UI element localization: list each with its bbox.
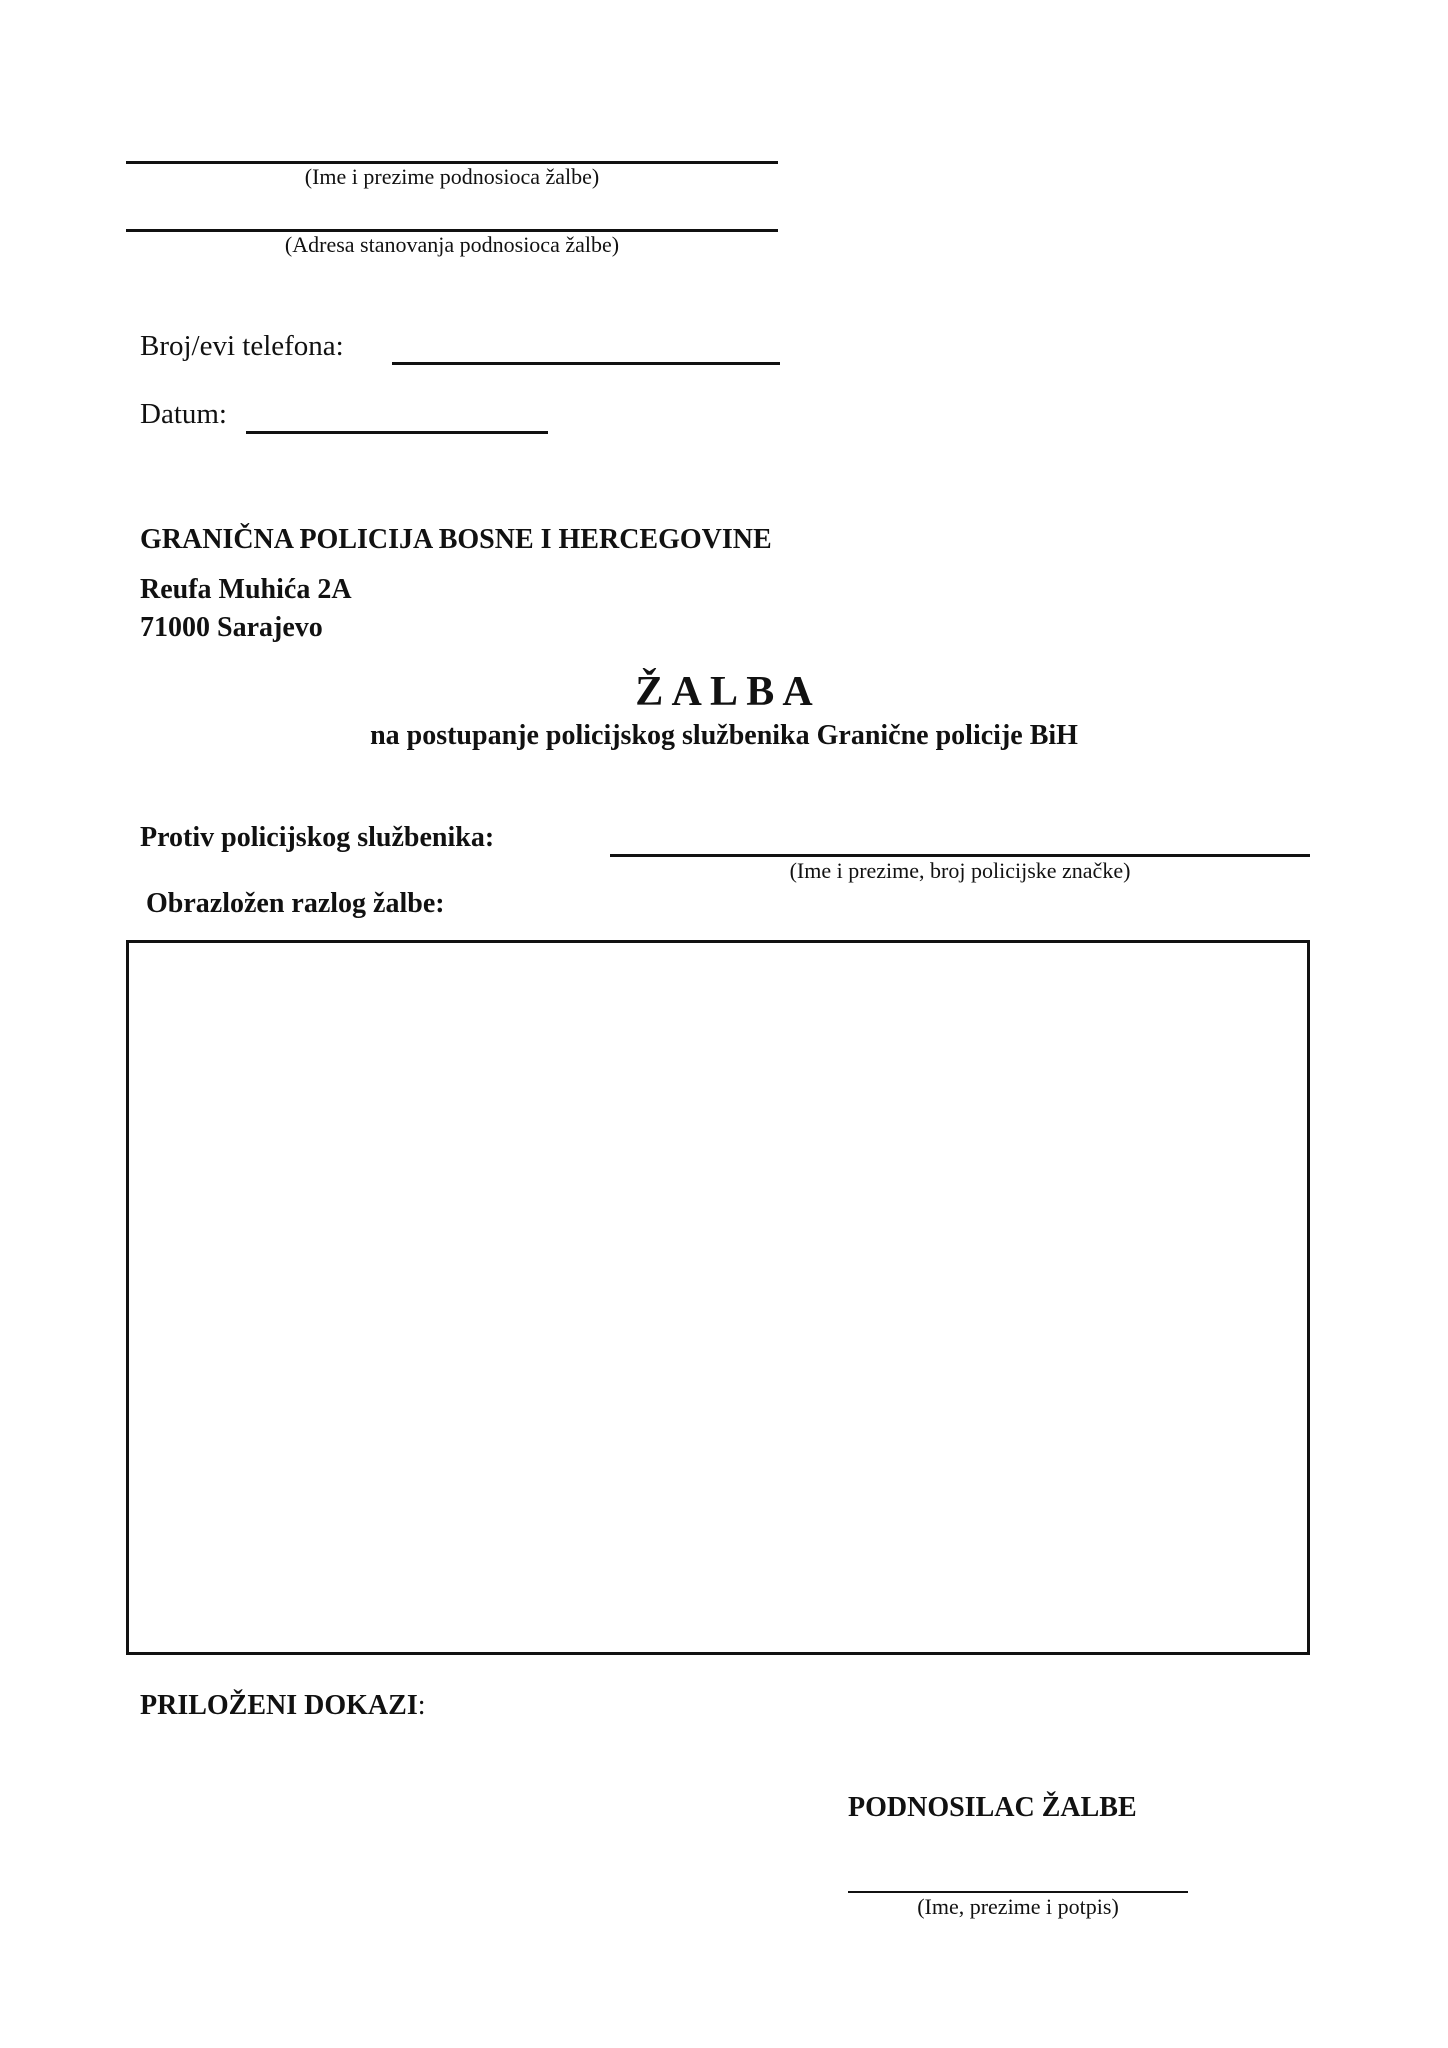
phone-line xyxy=(392,362,780,365)
signature-line xyxy=(848,1891,1188,1893)
applicant-name-caption: (Ime i prezime podnosioca žalbe) xyxy=(304,164,600,189)
officer-input[interactable] xyxy=(610,816,1314,854)
phone-input[interactable] xyxy=(392,326,784,362)
reason-box xyxy=(126,940,1310,1655)
evidence-label-colon: : xyxy=(417,1690,426,1721)
against-officer-label: Protiv policijskog službenika: xyxy=(140,822,495,853)
document-title: Ž A L B A xyxy=(635,669,813,715)
reason-label: Obrazložen razlog žalbe: xyxy=(146,888,445,919)
signature-input[interactable] xyxy=(848,1854,1192,1890)
recipient-city: 71000 Sarajevo xyxy=(140,612,323,643)
applicant-address-caption: (Adresa stanovanja podnosioca žalbe) xyxy=(284,232,620,257)
officer-caption: (Ime i prezime, broj policijske značke) xyxy=(789,858,1131,883)
recipient-org: GRANIČNA POLICIJA BOSNE I HERCEGOVINE xyxy=(140,524,772,555)
applicant-address-input[interactable] xyxy=(126,190,782,228)
evidence-label-text: PRILOŽENI DOKAZI xyxy=(140,1690,418,1721)
applicant-name-input[interactable] xyxy=(126,122,782,160)
recipient-street: Reufa Muhića 2A xyxy=(140,574,352,605)
reason-textarea[interactable] xyxy=(129,943,1307,1652)
date-input[interactable] xyxy=(246,394,552,430)
signature-heading: PODNOSILAC ŽALBE xyxy=(848,1792,1137,1823)
officer-line xyxy=(610,854,1310,857)
date-line xyxy=(246,431,548,434)
date-label: Datum: xyxy=(140,398,227,430)
document-subtitle: na postupanje policijskog službenika Granične policije BiH xyxy=(370,720,1078,751)
evidence-label xyxy=(140,1690,426,1722)
signature-caption: (Ime, prezime i potpis) xyxy=(917,1894,1119,1919)
phone-label: Broj/evi telefona: xyxy=(140,330,344,362)
